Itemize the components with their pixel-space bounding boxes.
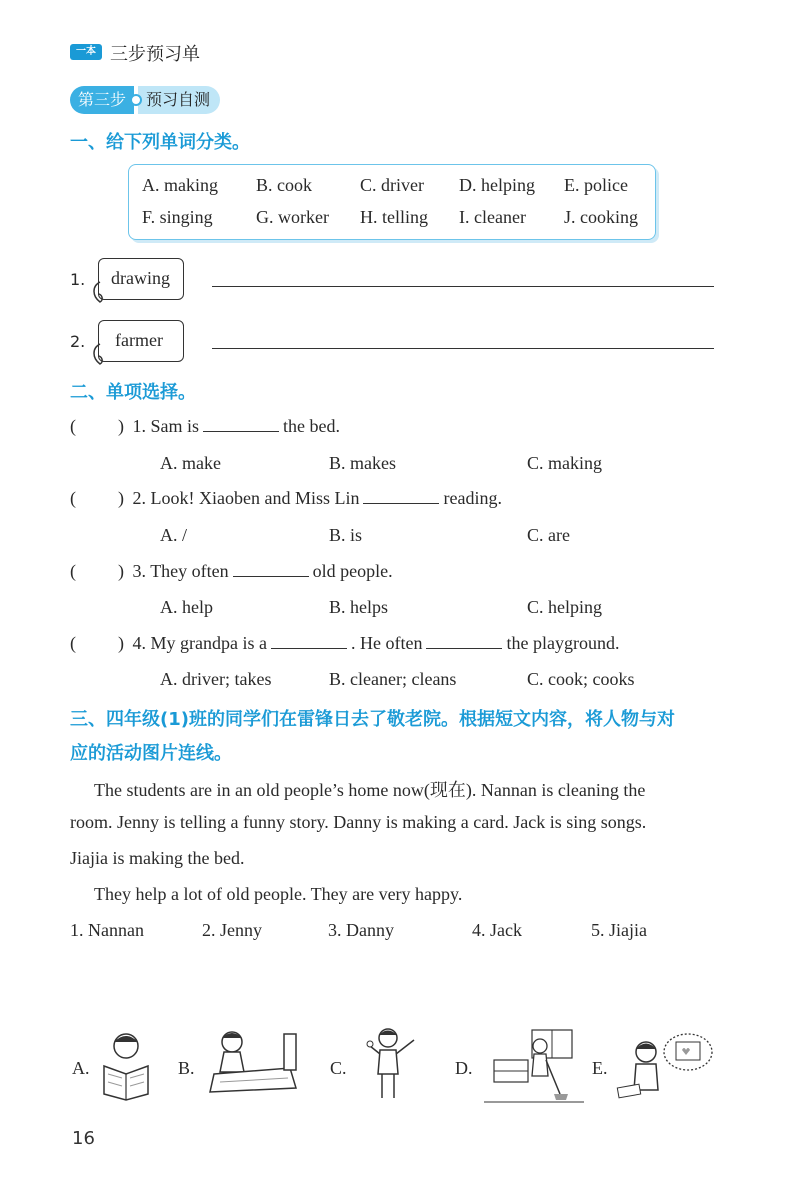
word-B: B. cook — [256, 175, 312, 195]
picture-label-a: A. — [72, 1058, 90, 1078]
paren-close: ) — [118, 561, 124, 581]
passage-line-3: Jiajia is making the bed. — [70, 848, 245, 868]
category-row-number: 2. — [70, 332, 86, 351]
picture-label-b: B. — [178, 1058, 195, 1078]
question-pre: My grandpa is a — [150, 633, 267, 653]
step-badge — [70, 86, 220, 114]
question-pre: Look! Xiaoben and Miss Lin — [150, 488, 360, 508]
blank[interactable] — [271, 634, 347, 649]
question-number: 4. — [132, 633, 146, 653]
passage-line-1: The students are in an old people’s home now(现在). Nannan is cleaning the — [94, 780, 646, 800]
header-logo — [70, 44, 102, 60]
picture-a-reading-icon[interactable] — [94, 1030, 158, 1102]
paren-open: ( — [70, 488, 76, 508]
question-4 — [70, 633, 619, 654]
answer-line-2[interactable] — [212, 348, 714, 349]
picture-d-cleaning-icon[interactable] — [484, 1024, 584, 1106]
section3-title-line2: 应的活动图片连线。 — [70, 743, 232, 764]
category-word: drawing — [111, 268, 170, 288]
section1-title: 一、给下列单词分类。 — [70, 132, 250, 153]
q3-option-b: B. helps — [329, 597, 389, 617]
q4-option-b: B. cleaner; cleans — [329, 669, 457, 689]
question-2 — [70, 488, 502, 509]
question-post: the playground. — [506, 633, 620, 653]
q3-option-a: A. help — [160, 597, 213, 617]
step-badge-dot — [130, 94, 142, 106]
question-post: the bed. — [283, 416, 340, 436]
paren-open: ( — [70, 633, 76, 653]
question-number: 2. — [132, 488, 146, 508]
question-pre: Sam is — [150, 416, 200, 436]
q2-option-c: C. are — [527, 525, 570, 545]
picture-e-making-card-icon[interactable] — [610, 1030, 714, 1100]
word-D: D. helping — [459, 175, 535, 195]
category-word: farmer — [115, 330, 163, 350]
card-curl-icon — [90, 280, 110, 304]
q2-option-b: B. is — [329, 525, 363, 545]
word-A: A. making — [142, 175, 218, 195]
blank[interactable] — [233, 562, 309, 577]
name-5[interactable]: 5. Jiajia — [591, 920, 647, 940]
question-number: 1. — [132, 416, 146, 436]
passage-line-2: room. Jenny is telling a funny story. Danny is making a card. Jack is sing songs. — [70, 812, 647, 832]
question-3 — [70, 561, 393, 582]
blank[interactable] — [203, 417, 279, 432]
paren-close: ) — [118, 488, 124, 508]
name-3[interactable]: 3. Danny — [328, 920, 394, 940]
paren-close: ) — [118, 633, 124, 653]
word-H: H. telling — [360, 207, 428, 227]
page-number: 16 — [72, 1128, 95, 1149]
blank[interactable] — [363, 489, 439, 504]
name-2[interactable]: 2. Jenny — [202, 920, 262, 940]
name-4[interactable]: 4. Jack — [472, 920, 522, 940]
section2-title: 二、单项选择。 — [70, 382, 196, 403]
q1-option-b: B. makes — [329, 453, 396, 473]
word-E: E. police — [564, 175, 628, 195]
answer-line-1[interactable] — [212, 286, 714, 287]
category-card-drawing — [98, 258, 184, 300]
header-title: 三步预习单 — [110, 44, 200, 65]
word-F: F. singing — [142, 207, 213, 227]
q1-option-c: C. making — [527, 453, 602, 473]
section3-title-line1: 三、四年级(1)班的同学们在雷锋日去了敬老院。根据短文内容，将人物与对 — [70, 709, 675, 730]
word-I: I. cleaner — [459, 207, 526, 227]
picture-label-e: E. — [592, 1058, 608, 1078]
name-1[interactable]: 1. Nannan — [70, 920, 144, 940]
word-J: J. cooking — [564, 207, 638, 227]
paren-open: ( — [70, 561, 76, 581]
picture-b-making-bed-icon[interactable] — [200, 1028, 304, 1096]
paren-open: ( — [70, 416, 76, 436]
question-number: 3. — [132, 561, 146, 581]
picture-label-c: C. — [330, 1058, 347, 1078]
paren-close: ) — [118, 416, 124, 436]
question-post: old people. — [312, 561, 393, 581]
question-post: reading. — [443, 488, 502, 508]
logo-text: 一本 — [76, 46, 96, 57]
q4-option-a: A. driver; takes — [160, 669, 272, 689]
picture-label-d: D. — [455, 1058, 473, 1078]
question-mid: . He often — [350, 633, 423, 653]
card-curl-icon — [90, 342, 110, 366]
blank[interactable] — [426, 634, 502, 649]
question-1 — [70, 416, 340, 437]
category-row-number: 1. — [70, 270, 86, 289]
word-C: C. driver — [360, 175, 424, 195]
passage-line-4: They help a lot of old people. They are very happy. — [94, 884, 463, 904]
step-badge-step: 第三步 — [70, 86, 134, 114]
step-badge-label: 预习自测 — [138, 86, 220, 114]
q3-option-c: C. helping — [527, 597, 602, 617]
category-card-farmer — [98, 320, 184, 362]
picture-c-singing-icon[interactable] — [362, 1026, 422, 1102]
q1-option-a: A. make — [160, 453, 221, 473]
q4-option-c: C. cook; cooks — [527, 669, 635, 689]
q2-option-a: A. / — [160, 525, 187, 545]
question-pre: They often — [150, 561, 229, 581]
word-G: G. worker — [256, 207, 329, 227]
